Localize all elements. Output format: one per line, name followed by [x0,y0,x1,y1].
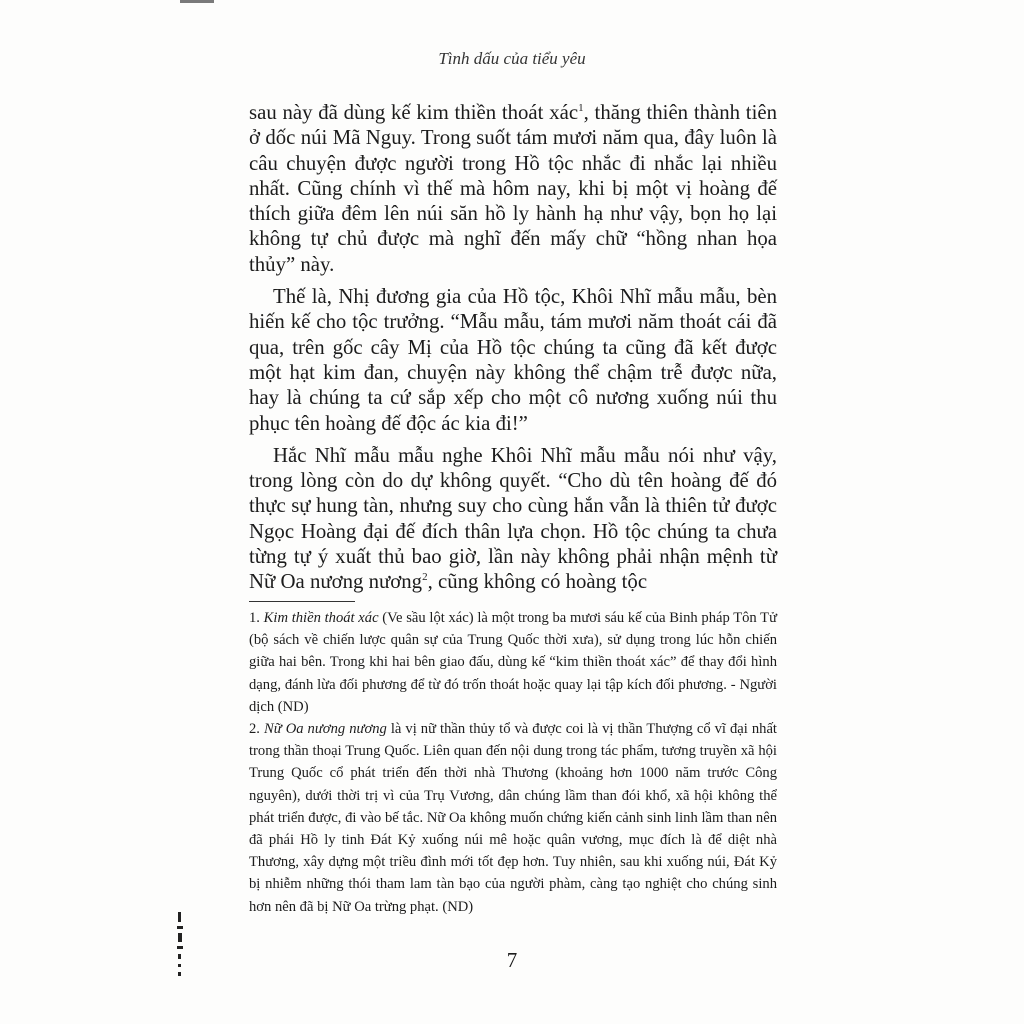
paragraph-1 [249,100,777,277]
paragraph-3-rest: , cũng không có hoàng tộc [427,570,648,594]
footnote-1-term: Kim thiền thoát xác [263,610,379,626]
footnote-2-term: Nữ Oa nương nương [263,721,387,738]
scan-edge-artifact [175,912,187,980]
footnote-ref-2: 2 [422,571,428,584]
footnote-2-text: là vị nữ thần thủy tổ và được coi là vị thần Thượng cổ vĩ đại nhất trong thần thoại Trung Quốc. Liên quan đến nội dung trong tác phẩm, tương truyền xã hội Trung Quốc cổ phát triển đến thời nhà Thương (khoảng hơn 1000 năm trước Công nguyên), dưới thời trị vì của Trụ Vương, dân chúng lầm than đói khổ, xã hội không thể phát triển được, đi vào bế tắc. Nữ Oa không muốn chứng kiến cảnh sinh linh lầm than nên đã phái Hồ ly tinh Đát Kỷ xuống núi mê hoặc quân vương, mục đích là để diệt nhà Thương, xây dựng một triều đình mới tốt đẹp hơn. Tuy nhiên, sau khi xuống núi, Đát Kỷ bị nhiễm những thói tham lam tàn bạo của người phàm, càng tạo nghiệt cho chúng sinh hơn nên đã bị Nữ Oa trừng phạt. (ND) [249,721,777,915]
footnote-2 [249,718,777,918]
body-text [249,100,777,595]
running-head: Tình dấu của tiểu yêu [438,49,586,68]
footnotes [249,607,777,918]
scan-edge-mark [180,0,214,3]
footnote-ref-1: 1 [578,102,584,114]
paragraph-1-rest: , thăng thiên thành tiên ở dốc núi Mã Nguy. Trong suốt tám mươi năm qua, đây luôn là câu chuyện được người trong Hồ tộc nhắc đi nhắc lại nhiều nhất. Cũng chính vì thế mà hôm nay, khi bị một vị hoàng đế thích giữa đêm lên núi săn hồ ly hành hạ như vậy, bọn họ lại không tự chủ được mà nghĩ đến mấy chữ “hồng nhan họa thủy” này. [249,101,777,276]
footnote-1-number: 1. [249,610,260,626]
footnote-2-number: 2. [249,721,260,738]
paragraph-3-start: Hắc Nhĩ mẫu mẫu nghe Khôi Nhĩ mẫu mẫu nói như vậy, trong lòng còn do dự không quyết. “Cho dù tên hoàng đế đó thực sự hung tàn, nhưng suy cho cùng hắn vẫn là thiên tử được Ngọc Hoàng đại đế đích thân lựa chọn. Hồ tộc chúng ta chưa từng tự ý xuất thủ bao giờ, lần này không phải nhận mệnh từ Nữ Oa nương nương [249,443,777,594]
footnote-1-text: (Ve sầu lột xác) là một trong ba mươi sáu kế của Binh pháp Tôn Tử (bộ sách về chiến lược quân sự của Trung Quốc thời xưa), sử dụng trong lúc hỗn chiến giữa hai bên. Trong khi hai bên giao đấu, dùng kế “kim thiền thoát xác” để thay đổi hình dạng, đánh lừa đối phương để từ đó trốn thoát hoặc quay lại tập kích đối phương. - Người dịch (ND) [249,610,777,715]
paragraph-1-start: sau này đã dùng kế kim thiền thoát xác [249,101,579,124]
paragraph-3 [249,443,777,595]
page-number: 7 [506,948,518,972]
paragraph-2: Thế là, Nhị đương gia của Hồ tộc, Khôi Nhĩ mẫu mẫu, bèn hiến kế cho tộc trưởng. “Mẫu mẫu, tám mươi năm thoát cái đã qua, trên gốc cây Mị của Hồ tộc chúng ta cũng đã kết được một hạt kim đan, chuyện này không thể chậm trễ được nữa, hay là chúng ta cứ sắp xếp cho một cô nương xuống núi thu phục tên hoàng đế độc ác kia đi!” [249,285,777,435]
footnote-1 [249,607,777,718]
footnote-divider [249,601,355,602]
